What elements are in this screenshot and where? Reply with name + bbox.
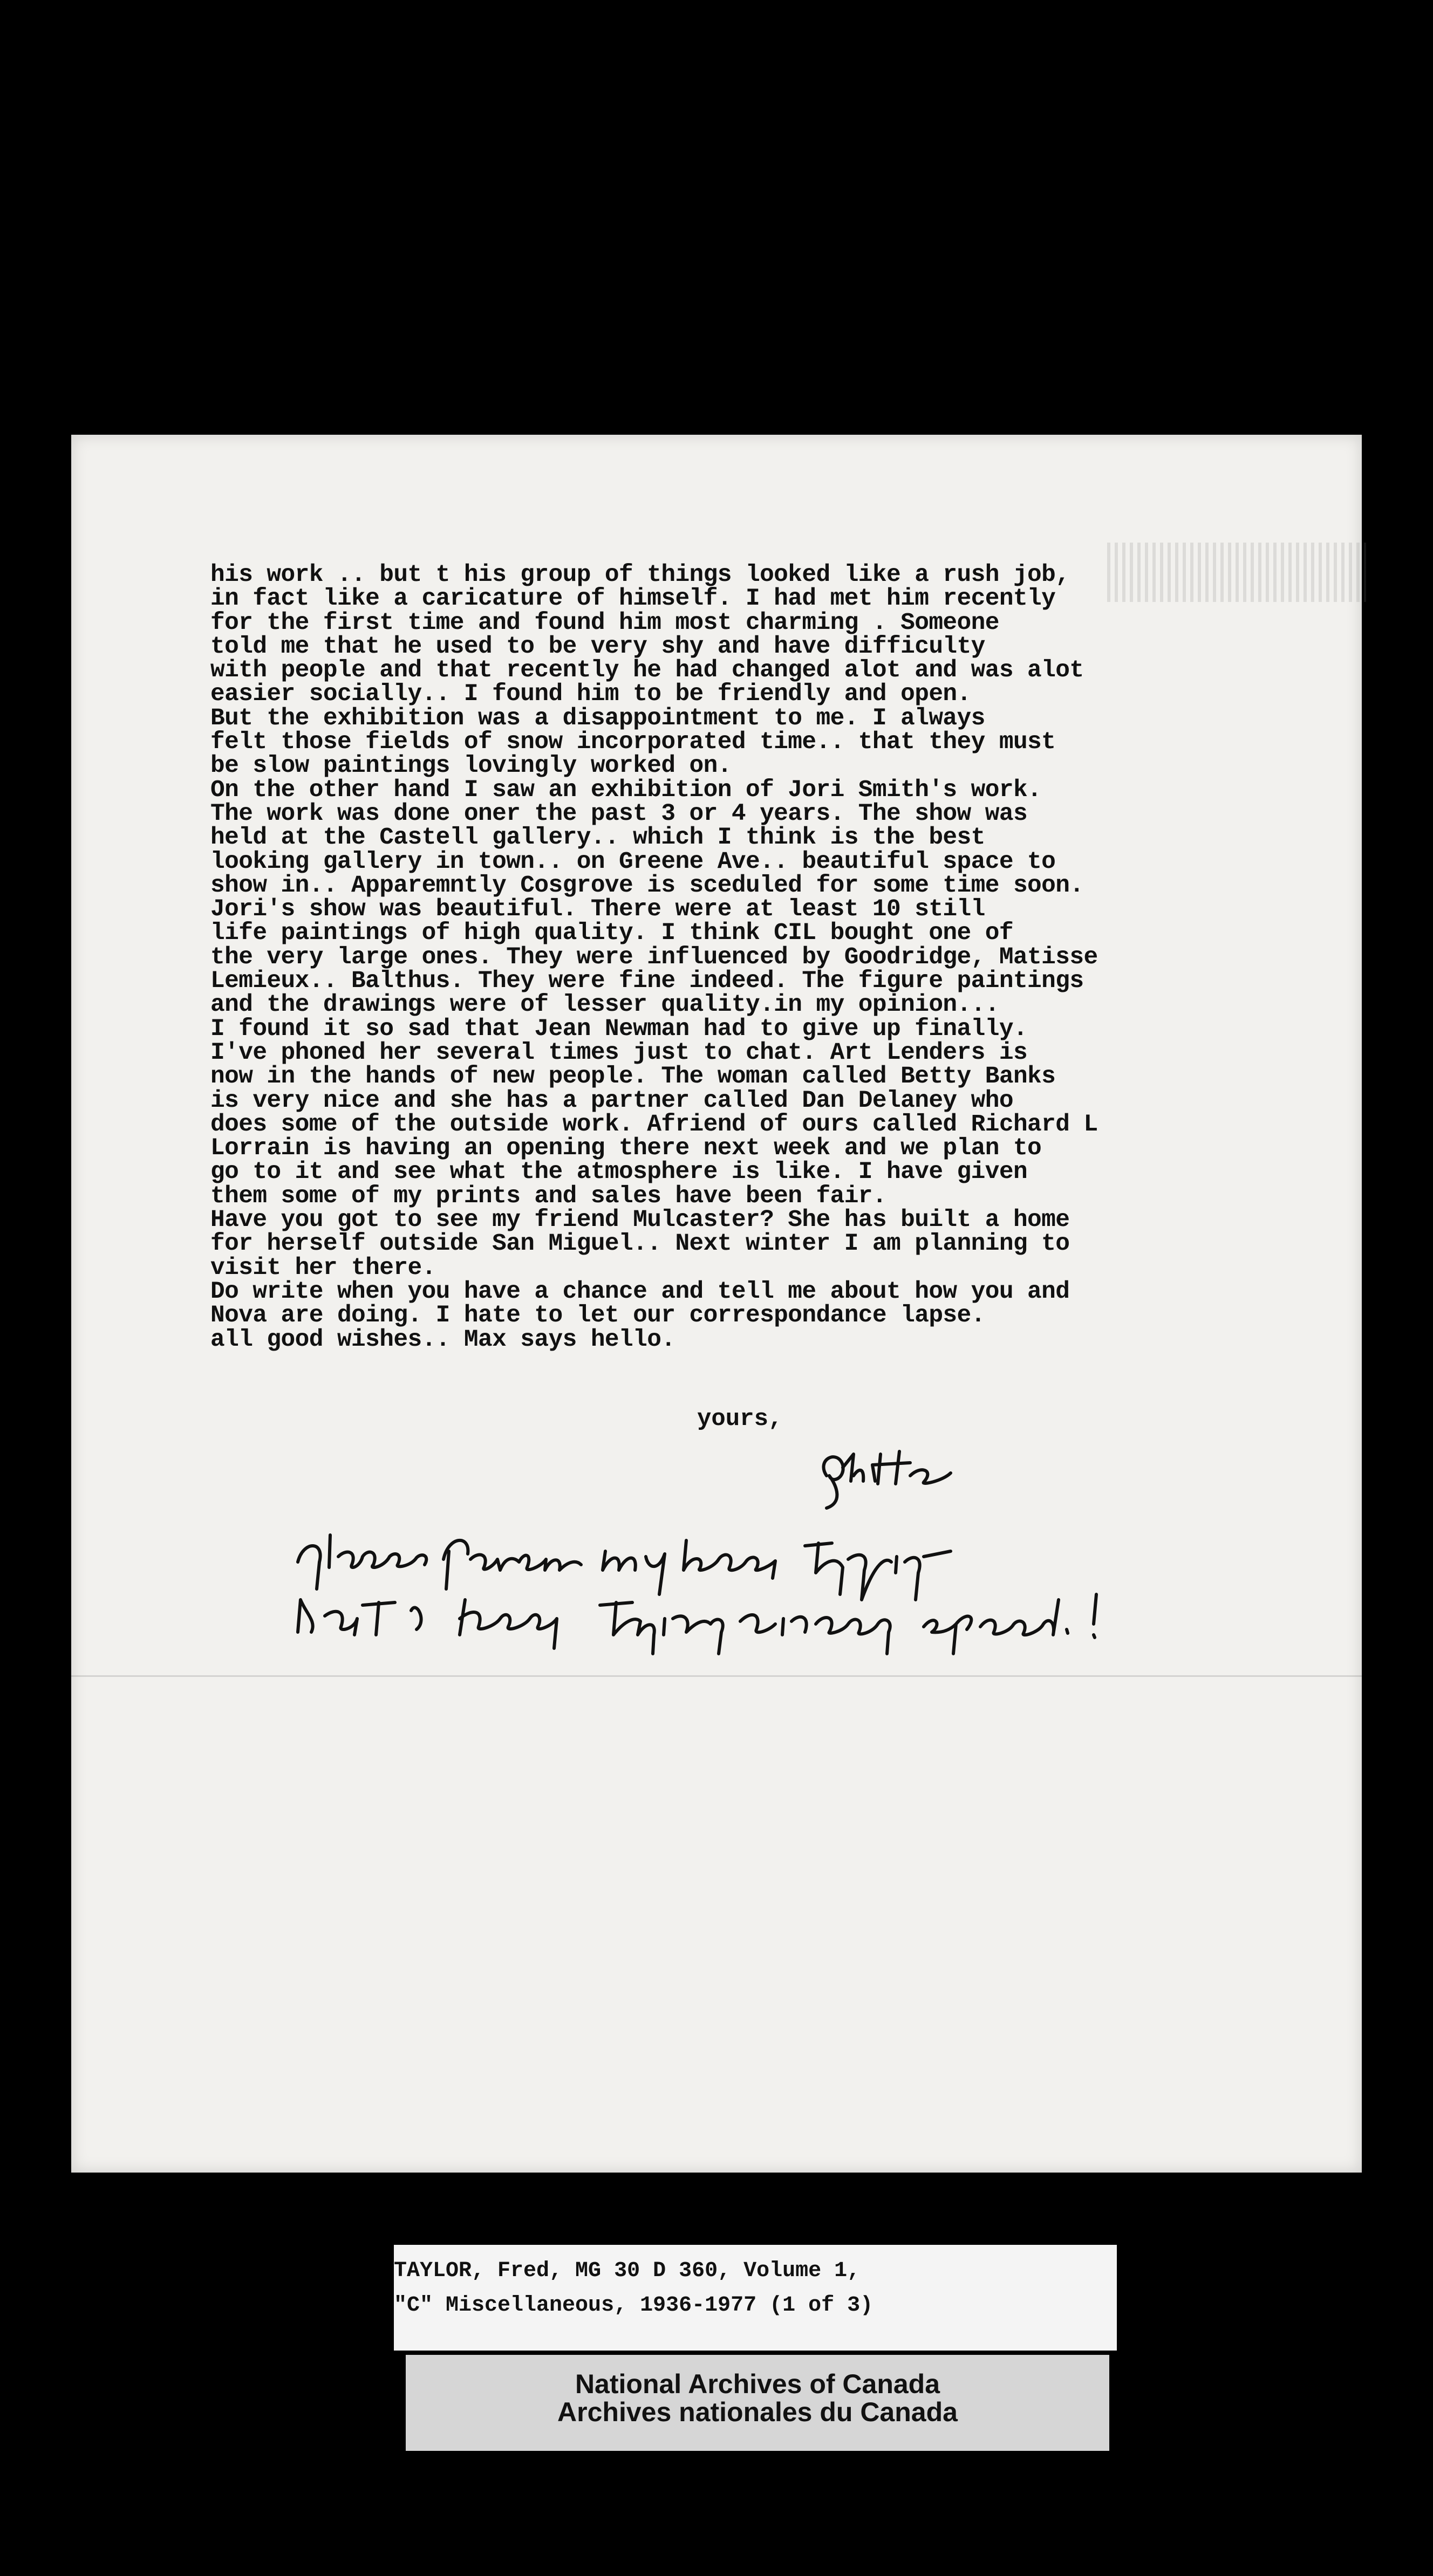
archive-reference-line-1: TAYLOR, Fred, MG 30 D 360, Volume 1,: [394, 2259, 861, 2283]
letter-line: the very large ones. They were influenced by Goodridge, Matisse: [210, 943, 1098, 971]
letter-line: held at the Castell gallery.. which I think is the best: [210, 824, 985, 852]
letter-line: life paintings of high quality. I think CIL bought one of: [210, 920, 1013, 947]
letter-line: all good wishes.. Max says hello.: [210, 1326, 675, 1353]
letter-line: Lorrain is having an opening there next week and we plan to: [210, 1135, 1042, 1162]
letter-line: Have you got to see my friend Mulcaster? She has built a home: [210, 1207, 1070, 1234]
letter-line: show in.. Apparemntly Cosgrove is sceduled for some time soon.: [210, 872, 1084, 899]
letter-line: his work .. but t his group of things looked like a rush job,: [210, 561, 1070, 588]
letter-line: easier socially.. I found him to be friendly and open.: [210, 681, 971, 708]
archive-name-french: Archives nationales du Canada: [557, 2397, 958, 2427]
letter-line: is very nice and she has a partner called Dan Delaney who: [210, 1087, 1013, 1114]
letter-page: [71, 435, 1362, 2173]
letter-line: visit her there.: [210, 1254, 436, 1282]
archive-stamp: [406, 2355, 1109, 2451]
letter-line: with people and that recently he had changed alot and was alot: [210, 657, 1084, 684]
letter-line: told me that he used to be very shy and have difficulty: [210, 633, 985, 660]
letter-line: Jori's show was beautiful. There were at least 10 still: [210, 896, 985, 923]
letter-line: But the exhibition was a disappointment to me. I always: [210, 704, 985, 732]
letter-closing: yours,: [697, 1406, 783, 1433]
letter-body: [210, 563, 1343, 1352]
letter-line: for herself outside San Miguel.. Next winter I am planning to: [210, 1230, 1070, 1258]
letter-line: looking gallery in town.. on Greene Ave.. beautiful space to: [210, 848, 1056, 875]
handwritten-signature: [805, 1443, 1010, 1513]
letter-line: felt those fields of snow incorporated time.. that they must: [210, 729, 1056, 756]
letter-line: be slow paintings lovingly worked on.: [210, 752, 732, 780]
letter-line: Do write when you have a chance and tell me about how you and: [210, 1278, 1070, 1305]
letter-line: I found it so sad that Jean Newman had to give up finally.: [210, 1015, 1028, 1043]
archive-name-english: National Archives of Canada: [575, 2369, 940, 2399]
handwritten-postscript: [287, 1519, 1366, 1659]
letter-line: now in the hands of new people. The woman called Betty Banks: [210, 1063, 1056, 1091]
letter-line: and the drawings were of lesser quality.in my opinion...: [210, 991, 999, 1019]
letter-line: Lemieux.. Balthus. They were fine indeed. The figure paintings: [210, 968, 1084, 995]
letter-line: them some of my prints and sales have been fair.: [210, 1182, 887, 1210]
letter-line: On the other hand I saw an exhibition of Jori Smith's work.: [210, 776, 1042, 804]
letter-line: The work was done oner the past 3 or 4 years. The show was: [210, 800, 1028, 827]
archive-reference-label: [394, 2245, 1117, 2351]
archive-reference-line-2: "C" Miscellaneous, 1936-1977 (1 of 3): [394, 2293, 874, 2318]
letter-line: Nova are doing. I hate to let our correspondance lapse.: [210, 1302, 985, 1330]
letter-line: go to it and see what the atmosphere is like. I have given: [210, 1159, 1028, 1186]
letter-line: does some of the outside work. Afriend of ours called Richard L: [210, 1111, 1098, 1138]
letter-line: in fact like a caricature of himself. I had met him recently: [210, 585, 1056, 613]
fold-line: [71, 1675, 1362, 1677]
letter-line: for the first time and found him most charming . Someone: [210, 609, 999, 636]
letter-line: I've phoned her several times just to chat. Art Lenders is: [210, 1039, 1028, 1066]
